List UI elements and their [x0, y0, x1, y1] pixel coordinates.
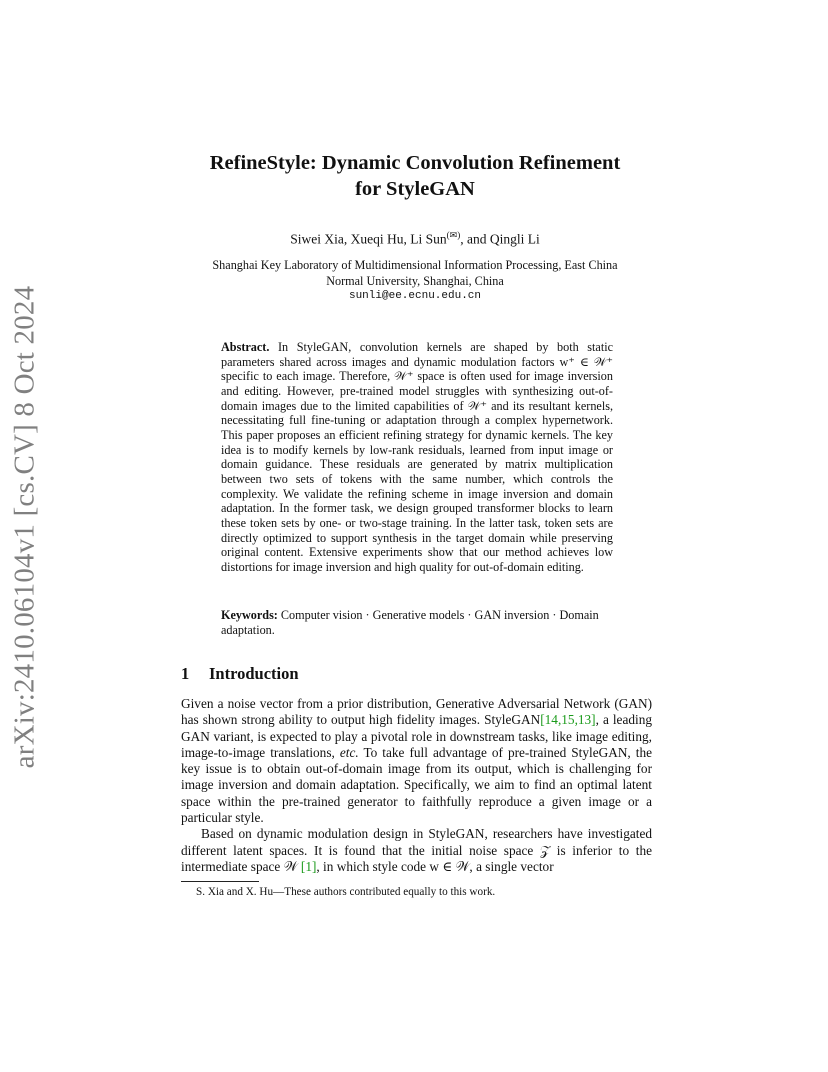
- abstract: [221, 340, 613, 575]
- p1-text: Given a noise vector from a prior distribution, Generative Adversarial Network (GAN) has shown strong ability to output high fidelity images. StyleGAN: [181, 696, 652, 728]
- p2-text-cont: , in which style code w ∈ 𝒲, a single vector: [316, 858, 554, 874]
- title-line-2: for StyleGAN: [355, 178, 475, 200]
- keywords-label: Keywords:: [221, 608, 278, 622]
- authors-text: Siwei Xia, Xueqi Hu, Li Sun: [290, 231, 447, 247]
- section-number: 1: [181, 664, 190, 683]
- footnote-rule: [181, 881, 259, 882]
- title-line-1: RefineStyle: Dynamic Convolution Refinement: [209, 152, 621, 174]
- p1-text-end: To take full advantage of pre-trained StyleGAN, the key issue is to obtain out-of-domain image from its output, which is challenging for image inversion and domain adaptation. Specifically, we aim to find an optimal latent space within the pre-trained generator to faithfully reproduce a given image or a particular style.: [181, 744, 653, 826]
- arxiv-sidebar-stamp: [5, 285, 45, 769]
- authors-text-tail: , and Qingli Li: [460, 231, 540, 247]
- section-heading: [181, 664, 299, 684]
- abstract-label: Abstract.: [221, 340, 270, 354]
- footnote: S. Xia and X. Hu—These authors contributed equally to this work.: [196, 886, 496, 898]
- p2-text: Based on dynamic modulation design in StyleGAN, researchers have investigated different latent spaces. It is found that the initial noise space 𝒵 is inferior to the intermediate space 𝒲: [181, 826, 652, 874]
- body-text: [181, 696, 652, 875]
- p1-etc: etc.: [339, 744, 359, 760]
- author-list: [160, 230, 670, 248]
- p1-text-cont: , a leading GAN variant, is expected to play a pivotal role in downstream tasks, like image editing, image-to-image translations,: [181, 712, 652, 760]
- affiliation-line-2: Normal University, Shanghai, China: [326, 273, 504, 288]
- arxiv-identifier: arXiv:2410.06104v1 [cs.CV] 8 Oct 2024: [8, 285, 41, 769]
- affiliation-line-1: Shanghai Key Laboratory of Multidimensional Information Processing, East China: [212, 258, 618, 272]
- citation-link[interactable]: [1]: [300, 858, 317, 874]
- paragraph-1: [181, 696, 652, 826]
- abstract-text: In StyleGAN, convolution kernels are shaped by both static parameters shared across images and dynamic modulation factors w⁺ ∈ 𝒲⁺ specific to each image. Therefore, 𝒲⁺ space is often used for image inversion and editing. However, pre-trained model struggles with synthesizing out-of-domain images due to the limited capabilities of 𝒲⁺ and its resultant kernels, necessitating full fine-tuning or adaptation through a complex hypernetwork. This paper proposes an efficient refining strategy for dynamic kernels. The key idea is to modify kernels by low-rank residuals, learned from input image or domain guidance. These residuals are generated by matrix multiplication between two sets of tokens with the same number, which controls the complexity. We validate the refining scheme in image inversion and domain adaptation. In the former task, we design grouped transformer blocks to learn these token sets by one- or two-stage training. In the latter task, token sets are directly optimized to support synthesis in the target domain while preserving original content. Extensive experiments show that our method achieves low distortions for image inversion and high quality for out-of-domain editing.: [221, 340, 614, 574]
- keywords: [221, 608, 613, 638]
- paper-title: [160, 150, 670, 202]
- keywords-text: Computer vision · Generative models · GAN inversion · Domain adaptation.: [221, 608, 599, 637]
- section-title: Introduction: [209, 664, 299, 683]
- contact-email[interactable]: sunli@ee.ecnu.edu.cn: [348, 290, 482, 302]
- affiliation: [160, 258, 670, 305]
- corresponding-mark: (✉): [446, 230, 461, 240]
- citation-link[interactable]: [14,15,13]: [540, 712, 596, 728]
- paragraph-2: [181, 826, 652, 875]
